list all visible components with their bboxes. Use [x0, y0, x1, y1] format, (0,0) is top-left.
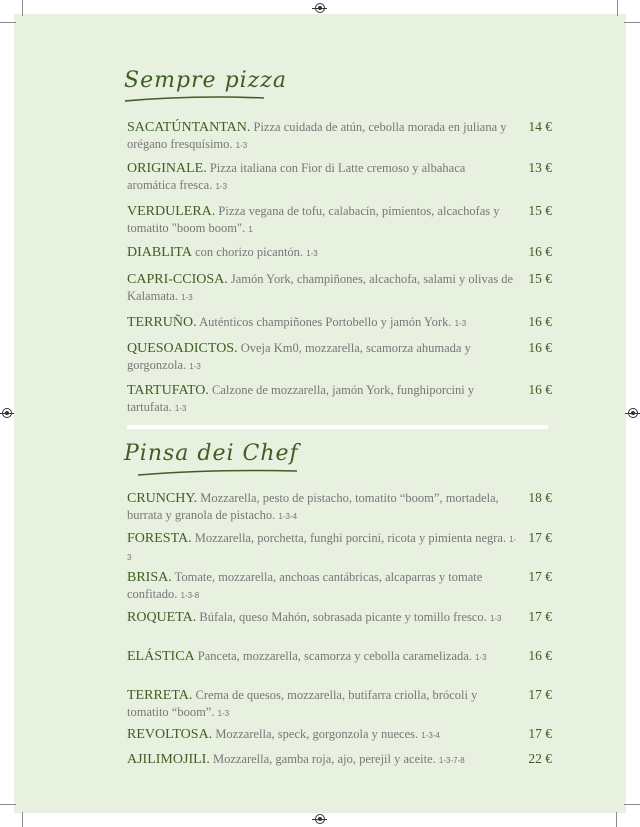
item-price: 17 €	[528, 726, 552, 741]
menu-item	[127, 609, 552, 627]
item-description-block	[127, 751, 517, 769]
section-title-text: Pinsa dei Chef	[124, 441, 299, 466]
item-name: TARTUFATO.	[127, 383, 209, 398]
crop-mark	[624, 804, 640, 805]
item-allergens: 1-3	[127, 535, 517, 562]
menu-item	[127, 244, 552, 262]
crop-mark	[624, 22, 640, 23]
item-name: REVOLTOSA.	[127, 727, 213, 742]
item-allergens: 1-3	[181, 293, 193, 302]
item-description-block	[127, 203, 517, 238]
item-allergens: 1	[248, 225, 253, 234]
item-description-block	[127, 530, 517, 566]
registration-mark-icon	[2, 408, 12, 418]
section-title-pinsa-dei-chef	[124, 441, 299, 466]
item-description: Crema de quesos, mozzarella, butifarra criolla, brócoli y tomatito “boom”.	[127, 688, 478, 719]
crop-mark	[0, 804, 16, 805]
item-description: Auténticos champiñones Portobello y jamón York.	[199, 315, 452, 329]
crop-mark	[22, 812, 23, 827]
item-name: QUESOADICTOS.	[127, 341, 238, 356]
item-price: 16 €	[528, 340, 552, 355]
item-allergens: 1-3	[174, 404, 187, 413]
menu-item	[127, 340, 552, 375]
menu-item	[127, 203, 552, 238]
item-allergens: 1-3	[306, 249, 318, 258]
menu-item	[127, 648, 552, 666]
item-description-block	[127, 244, 517, 262]
menu-item	[127, 490, 552, 525]
item-allergens: 1-3-8	[180, 591, 200, 600]
item-name: DIABLITA	[127, 245, 192, 260]
crop-mark	[616, 812, 617, 827]
item-price: 17 €	[528, 609, 552, 624]
item-description-block	[127, 490, 517, 525]
item-price: 16 €	[528, 648, 552, 663]
item-allergens: 1-3	[215, 182, 228, 191]
item-name: ORIGINALE.	[127, 161, 207, 176]
item-name: TERRETA.	[127, 688, 193, 703]
item-description-block	[127, 726, 517, 744]
item-description-block	[127, 119, 517, 154]
item-price: 22 €	[528, 751, 552, 766]
item-name: FORESTA.	[127, 531, 192, 546]
item-description: Panceta, mozzarella, scamorza y cebolla caramelizada.	[197, 649, 472, 663]
item-description: Mozzarella, gamba roja, ajo, perejil y aceite.	[212, 752, 436, 766]
item-allergens: 1-3	[454, 319, 467, 328]
item-name: TERRUÑO.	[127, 315, 197, 330]
item-price: 17 €	[528, 687, 552, 702]
section-title-text: Sempre pizza	[124, 68, 287, 93]
item-description: Mozzarella, porchetta, funghi porcini, ricota y pimienta negra.	[194, 531, 507, 545]
item-description: Pizza cuidada de atún, cebolla morada en juliana y orégano fresquísimo.	[127, 120, 507, 151]
item-allergens: 1-3-4	[278, 512, 298, 521]
item-allergens: 1-3	[217, 709, 230, 718]
item-price: 16 €	[528, 382, 552, 397]
item-price: 16 €	[528, 314, 552, 329]
item-name: SACATÚNTANTAN.	[127, 120, 251, 135]
crop-mark	[617, 0, 618, 16]
menu-item	[127, 569, 552, 604]
item-description-block	[127, 687, 517, 722]
item-description-block	[127, 382, 517, 417]
item-allergens: 1-3	[235, 141, 248, 150]
menu-item	[127, 530, 552, 566]
item-description: Pizza vegana de tofu, calabacín, pimientos, alcachofas y tomatito "boom boom".	[127, 204, 500, 235]
item-price: 17 €	[528, 569, 552, 584]
registration-mark-icon	[315, 814, 325, 824]
crop-mark	[22, 0, 23, 16]
item-description: Búfala, queso Mahón, sobrasada picante y tomillo fresco.	[199, 610, 487, 624]
menu-item	[127, 314, 552, 332]
item-description-block	[127, 271, 517, 306]
title-underline	[122, 94, 267, 104]
item-description: Tomate, mozzarella, anchoas cantábricas, alcaparras y tomate confitado.	[127, 570, 483, 601]
menu-item	[127, 687, 552, 722]
menu-item	[127, 160, 552, 195]
item-name: AJILIMOJILI.	[127, 752, 210, 767]
item-name: BRISA.	[127, 570, 172, 585]
item-allergens: 1-3-7-8	[438, 756, 465, 765]
item-price: 18 €	[528, 490, 552, 505]
item-price: 17 €	[528, 530, 552, 545]
crop-mark	[0, 22, 16, 23]
item-description-block	[127, 569, 517, 604]
item-price: 16 €	[528, 244, 552, 259]
item-description: Pizza italiana con Fior di Latte cremoso y albahaca aromática fresca.	[127, 161, 466, 192]
item-description: Jamón York, champiñones, alcachofa, salami y olivas de Kalamata.	[127, 272, 514, 303]
menu-item	[127, 382, 552, 417]
item-description-block	[127, 314, 517, 332]
item-name: VERDULERA.	[127, 204, 216, 219]
item-allergens: 1-3	[189, 362, 201, 371]
registration-mark-icon	[315, 3, 325, 13]
item-allergens: 1-3	[475, 653, 487, 662]
item-description-block	[127, 648, 517, 666]
item-description-block	[127, 160, 517, 195]
title-underline	[122, 467, 302, 477]
item-description: Oveja Km0, mozzarella, scamorza ahumada y gorgonzola.	[127, 341, 471, 372]
item-description: Mozzarella, speck, gorgonzola y nueces.	[215, 727, 419, 741]
item-price: 13 €	[528, 160, 552, 175]
item-name: ROQUETA.	[127, 610, 197, 625]
registration-mark-icon	[628, 408, 638, 418]
menu-item	[127, 271, 552, 306]
item-description: Mozzarella, pesto de pistacho, tomatito “boom”, mortadela, burrata y granola de pistacho.	[127, 491, 499, 522]
item-price: 15 €	[528, 203, 552, 218]
menu-item	[127, 726, 552, 744]
menu-item	[127, 751, 552, 769]
item-allergens: 1-3	[489, 614, 502, 623]
item-name: ELÁSTICA	[127, 649, 195, 664]
item-name: CRUNCHY.	[127, 491, 198, 506]
item-allergens: 1-3-4	[421, 731, 440, 740]
item-description-block	[127, 340, 517, 375]
item-price: 15 €	[528, 271, 552, 286]
item-price: 14 €	[528, 119, 552, 134]
item-description: Calzone de mozzarella, jamón York, funghiporcini y tartufata.	[127, 383, 475, 414]
item-description-block	[127, 609, 517, 627]
item-name: CAPRI-CCIOSA.	[127, 272, 228, 287]
section-title-sempre-pizza	[124, 68, 287, 93]
menu-item	[127, 119, 552, 154]
item-description: con chorizo picantón.	[195, 245, 304, 259]
section-divider	[127, 425, 548, 429]
